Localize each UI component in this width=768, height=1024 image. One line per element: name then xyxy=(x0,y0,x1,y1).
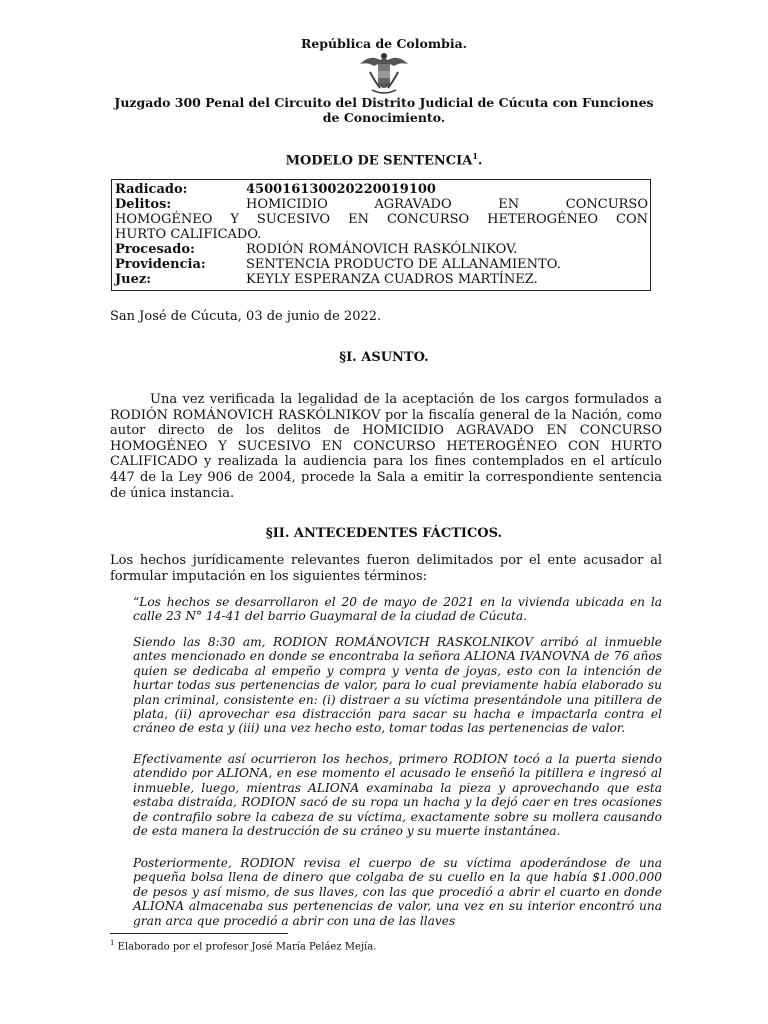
juez-row xyxy=(115,272,648,287)
procesado-value: RODIÓN ROMÁNOVICH RASKÓLNIKOV. xyxy=(246,242,518,257)
section1-body: Una vez verificada la legalidad de la aceptación de los cargos formulados a RODIÓN ROMÁNOVICH RASKÓLNIKOV por la fiscalía general de la Nación, como autor directo de los delitos de HOMICIDIO AGRAVADO EN CONCURSO HOMOGÉNEO Y SUCESIVO EN CONCURSO HETEROGÉNEO CON HURTO CALIFICADO y realizada la audiencia para los fines contemplados en el artículo 447 de la Ley 906 de 2004, procede la Sala a emitir la correspondiente sentencia de única instancia. xyxy=(110,392,662,501)
delitos-value-line1: HOMICIDIO AGRAVADO EN CONCURSO xyxy=(246,197,648,212)
court-header: Juzgado 300 Penal del Circuito del Distrito Judicial de Cúcuta con Funciones de Conocimiento. xyxy=(114,95,654,125)
footnote xyxy=(110,939,376,952)
juez-label: Juez: xyxy=(115,272,152,287)
document-title xyxy=(0,151,768,168)
footnote-separator xyxy=(110,933,288,934)
date-line: San José de Cúcuta, 03 de junio de 2022. xyxy=(110,309,382,324)
footnote-mark: 1 xyxy=(110,939,115,947)
quote-paragraph: Posteriormente, RODION revisa el cuerpo de su víctima apoderándose de una pequeña bolsa llena de dinero que colgaba de su cuello en la que había $1.000.000 de pesos y así mismo, de sus llaves, con las que procedió a abrir el cuarto en donde ALIONA almacenaba sus pertenencias de valor, una vez en su interior encontró una gran arca que procedió a abrir con una de las llaves xyxy=(133,856,662,928)
radicado-row xyxy=(115,182,648,197)
radicado-value: 450016130020220019100 xyxy=(246,182,436,197)
quote-paragraph: “Los hechos se desarrollaron el 20 de mayo de 2021 en la vivienda ubicada en la calle 23 N° 14-41 del barrio Guaymaral de la ciudad de Cúcuta. xyxy=(133,595,662,624)
quote-paragraph: Efectivamente así ocurrieron los hechos, primero RODION tocó a la puerta siendo atendido por ALIONA, en ese momento el acusado le enseñó la pitillera e ingresó al inmueble, luego, mientras ALIONA examinaba la pieza y aprovechando que esta estaba distraída, RODION sacó de su ropa un hacha y la dejó caer en tres ocasiones de contrafilo sobre la cabeza de su víctima, exactamente sobre su mollera causando de esta manera la destrucción de su cráneo y su muerte instantánea. xyxy=(133,752,662,839)
delitos-value-line3: HURTO CALIFICADO. xyxy=(115,227,262,242)
section2-intro: Los hechos jurídicamente relevantes fueron delimitados por el ente acusador al formular imputación en los siguientes términos: xyxy=(110,553,662,584)
providencia-value: SENTENCIA PRODUCTO DE ALLANAMIENTO. xyxy=(246,257,561,272)
footnote-reference[interactable]: 1 xyxy=(472,151,478,161)
title-suffix: . xyxy=(477,153,483,169)
case-info-table xyxy=(111,179,651,291)
quote-paragraph: Siendo las 8:30 am, RODION ROMÁNOVICH RASKOLNIKOV arribó al inmueble antes mencionado en donde se encontraba la señora ALIONA IVANOVNA de 76 años quien se dedicaba al empeño y compra y venta de joyas, esto con la intención de hurtar todas sus pertenencias de valor, para lo cual previamente había elaborado su plan criminal, consistente en: (i) distraer a su víctima presentándole una pitillera de plata, (ii) aprovechar esa distracción para sacar su hacha e impactarla contra el cráneo de esta y (iii) una vez hecho esto, tomar todas las pertenencias de valor. xyxy=(133,635,662,736)
procesado-label: Procesado: xyxy=(115,242,195,257)
section1-heading: §I. ASUNTO. xyxy=(339,350,429,365)
providencia-label: Providencia: xyxy=(115,257,206,272)
section2-heading: §II. ANTECEDENTES FÁCTICOS. xyxy=(265,526,503,541)
juez-value: KEYLY ESPERANZA CUADROS MARTÍNEZ. xyxy=(246,272,538,287)
delitos-row xyxy=(115,197,648,212)
radicado-label: Radicado: xyxy=(115,182,188,197)
footnote-text: Elaborado por el profesor José María Peláez Mejía. xyxy=(114,941,377,953)
title-text: MODELO DE SENTENCIA xyxy=(285,153,473,169)
delitos-label: Delitos: xyxy=(115,197,172,212)
coat-of-arms-icon xyxy=(356,50,412,96)
procesado-row xyxy=(115,242,648,257)
country-header: República de Colombia. xyxy=(300,36,468,51)
providencia-row xyxy=(115,257,648,272)
delitos-value-line2: HOMOGÉNEO Y SUCESIVO EN CONCURSO HETEROGÉNEO CON xyxy=(115,212,648,227)
